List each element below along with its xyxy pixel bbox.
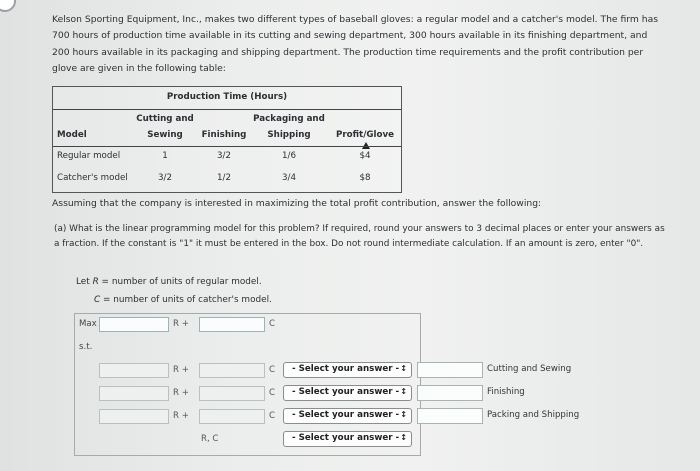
max-r-coef-input[interactable] — [99, 317, 169, 332]
assumption-text: Assuming that the company is interested in maximizing the total profit contribution, answer the following: — [52, 198, 542, 209]
select-arrows-icon: ↕ — [400, 410, 407, 419]
select-arrows-icon: ↕ — [400, 387, 407, 396]
let-r-rest: = number of units of regular model. — [98, 277, 262, 287]
c3-r-plus: R + — [173, 411, 189, 421]
c3-constraint-label: Packing and Shipping — [487, 410, 580, 420]
max-r-plus: R + — [173, 319, 189, 329]
radio-circle-icon[interactable] — [0, 0, 16, 12]
c2-c-var: C — [269, 388, 276, 398]
c2-select-text: - Select your answer - — [292, 387, 400, 397]
c3-rhs-input[interactable] — [417, 408, 483, 424]
row-regular-pack: 1/6 — [282, 151, 296, 161]
nonneg-relation-select[interactable] — [283, 431, 412, 447]
let-c-definition — [94, 295, 272, 305]
select-arrows-icon: ↕ — [400, 433, 407, 442]
c3-select-text: - Select your answer - — [292, 410, 400, 420]
let-r-definition — [76, 277, 262, 287]
row-regular-finish: 3/2 — [217, 151, 231, 161]
col-cut-1: Cutting and — [136, 114, 194, 124]
max-c-var: C — [269, 319, 276, 329]
col-finish: Finishing — [201, 130, 247, 140]
row-catcher-cut: 3/2 — [158, 173, 172, 183]
c1-c-coef-input[interactable] — [199, 363, 265, 378]
select-arrows-icon: ↕ — [400, 364, 407, 373]
c2-relation-select[interactable] — [283, 385, 412, 401]
col-cut-2: Sewing — [147, 130, 183, 140]
c1-constraint-label: Cutting and Sewing — [487, 364, 572, 374]
c3-relation-select[interactable] — [283, 408, 412, 424]
var-r: R — [92, 277, 99, 287]
col-pack-2: Shipping — [267, 130, 311, 140]
c2-constraint-label: Finishing — [487, 387, 525, 397]
c1-rhs-input[interactable] — [417, 362, 483, 378]
row-regular-profit: $4 — [359, 151, 371, 161]
col-pack-1: Packaging and — [253, 114, 325, 124]
problem-intro: Kelson Sporting Equipment, Inc., makes two different types of baseball gloves: a regular model and a catcher's model. The firm has 700 hours of production time available in its cutting and sewing department, 300 hours available in its finishing department, and 200 hours available in its packaging and shipping department. The production time requirements and the profit contribution per glove are given in the following table: — [52, 14, 658, 74]
c1-r-coef-input[interactable] — [99, 363, 169, 378]
c1-relation-select[interactable] — [283, 362, 412, 378]
row-catcher-finish: 1/2 — [217, 173, 231, 183]
row-catcher-pack: 3/4 — [282, 173, 296, 183]
c1-select-text: - Select your answer - — [292, 364, 400, 374]
col-profit: Profit/Glove — [335, 130, 395, 140]
nonneg-select-text: - Select your answer - — [292, 433, 400, 443]
max-label: Max — [79, 319, 97, 329]
row-regular-cut: 1 — [162, 151, 168, 161]
c1-c-var: C — [269, 365, 276, 375]
var-c: C — [94, 295, 101, 305]
col-model: Model — [57, 130, 87, 140]
st-label: s.t. — [79, 342, 93, 352]
max-c-coef-input[interactable] — [199, 317, 265, 332]
let-c-rest: = number of units of catcher's model. — [100, 295, 272, 305]
part-a-question: (a) What is the linear programming model for this problem? If required, round your answers to 3 decimal places or enter your answers as a fraction. If the constant is "1" it must be entered in the box. Do not round intermediate calculation. If an amount is zero, enter "0". — [54, 224, 665, 250]
c2-r-coef-input[interactable] — [99, 386, 169, 401]
c3-r-coef-input[interactable] — [99, 409, 169, 424]
c3-c-var: C — [269, 411, 276, 421]
c2-c-coef-input[interactable] — [199, 386, 265, 401]
let-prefix: Let — [76, 277, 93, 287]
c3-c-coef-input[interactable] — [199, 409, 265, 424]
c2-r-plus: R + — [173, 388, 189, 398]
nonneg-vars: R, C — [201, 434, 219, 444]
production-table — [52, 86, 402, 193]
group-header: Production Time (Hours) — [166, 92, 288, 102]
row-regular-model: Regular model — [57, 151, 121, 161]
c1-r-plus: R + — [173, 365, 189, 375]
row-catcher-model: Catcher's model — [57, 173, 128, 183]
c2-rhs-input[interactable] — [417, 385, 483, 401]
row-catcher-profit: $8 — [359, 173, 371, 183]
